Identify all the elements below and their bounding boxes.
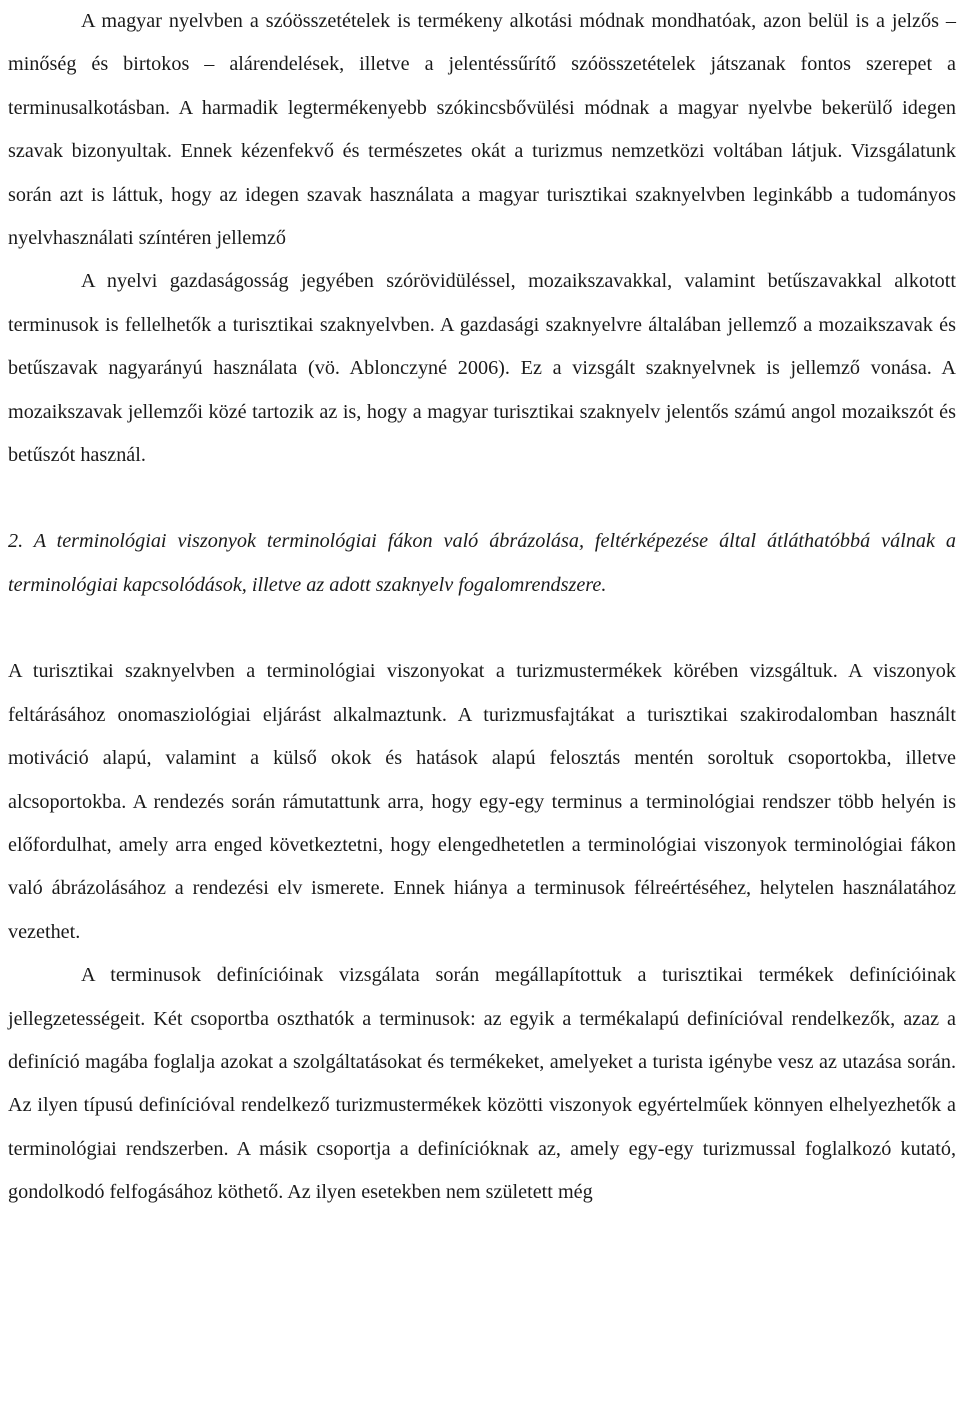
paragraph-spacer [8, 607, 956, 650]
paragraph-abbreviations: A nyelvi gazdaságosság jegyében szórövidüléssel, mozaikszavakkal, valamint betűszavakkal alkotott terminusok is fellelhetők a turisztikai szaknyelvben. A gazdasági szaknyelvre általában jellemző a mozaikszavak és betűszavak nagyarányú használata (vö. Ablonczyné 2006). Ez a vizsgált szaknyelvnek is jellemző vonása. A mozaikszavak jellemzői közé tartozik az is, hogy a magyar turisztikai szaknyelv jelentős számú angol mozaikszót és betűszót használ. [8, 270, 956, 467]
paragraph-definitions: A terminusok definícióinak vizsgálata során megállapítottuk a turisztikai termékek definícióinak jellegzetességeit. Két csoportba oszthatók a terminusok: az egyik a termékalapú definícióval rendelkezők, azaz a definíció magába foglalja azokat a szolgáltatásokat és termékeket, amelyeket a turista igénybe vesz az utazása során. Az ilyen típusú definícióval rendelkező turizmustermékek közötti viszonyok egyértelműek könnyen elhelyezhetők a terminológiai rendszerben. A másik csoportja a definícióknak az, amely egy-egy turizmussal foglalkozó kutató, gondolkodó felfogásához köthető. Az ilyen esetekben nem született még [8, 964, 956, 1204]
document-page [8, 0, 956, 1215]
paragraph-spacer [8, 477, 956, 520]
paragraph-terminological-relations: A turisztikai szaknyelvben a terminológiai viszonyokat a turizmustermékek körében vizsgáltuk. A viszonyok feltárásához onomasziológiai eljárást alkalmaztunk. A turizmusfajtákat a turisztikai szakirodalomban használt motiváció alapú, valamint a külső okok és hatások alapú felosztás mentén soroltuk csoportokba, illetve alcsoportokba. A rendezés során rámutattunk arra, hogy egy-egy terminus a terminológiai rendszer több helyén is előfordulhat, amely arra enged következtetni, hogy elengedhetetlen a terminológiai viszonyok terminológiai fákon való ábrázolásához a rendezési elv ismerete. Ennek hiánya a terminusok félreértéséhez, helytelen használatához vezethet. [8, 660, 956, 943]
paragraph-thesis-2: 2. A terminológiai viszonyok terminológiai fákon való ábrázolása, feltérképezése által átláthatóbbá válnak a terminológiai kapcsolódások, illetve az adott szaknyelv fogalomrendszere. [8, 530, 956, 596]
paragraph-compounds-loanwords: A magyar nyelvben a szóösszetételek is termékeny alkotási módnak mondhatóak, azon belül is a jelzős – minőség és birtokos – alárendelések, illetve a jelentéssűrítő szóösszetételek játszanak fontos szerepet a terminusalkotásban. A harmadik legtermékenyebb szókincsbővülési módnak a magyar nyelvbe bekerülő idegen szavak bizonyultak. Ennek kézenfekvő és természetes okát a turizmus nemzetközi voltában látjuk. Vizsgálatunk során azt is láttuk, hogy az idegen szavak használata a magyar turisztikai szaknyelvben leginkább a tudományos nyelvhasználati színtéren jellemző [8, 10, 956, 250]
